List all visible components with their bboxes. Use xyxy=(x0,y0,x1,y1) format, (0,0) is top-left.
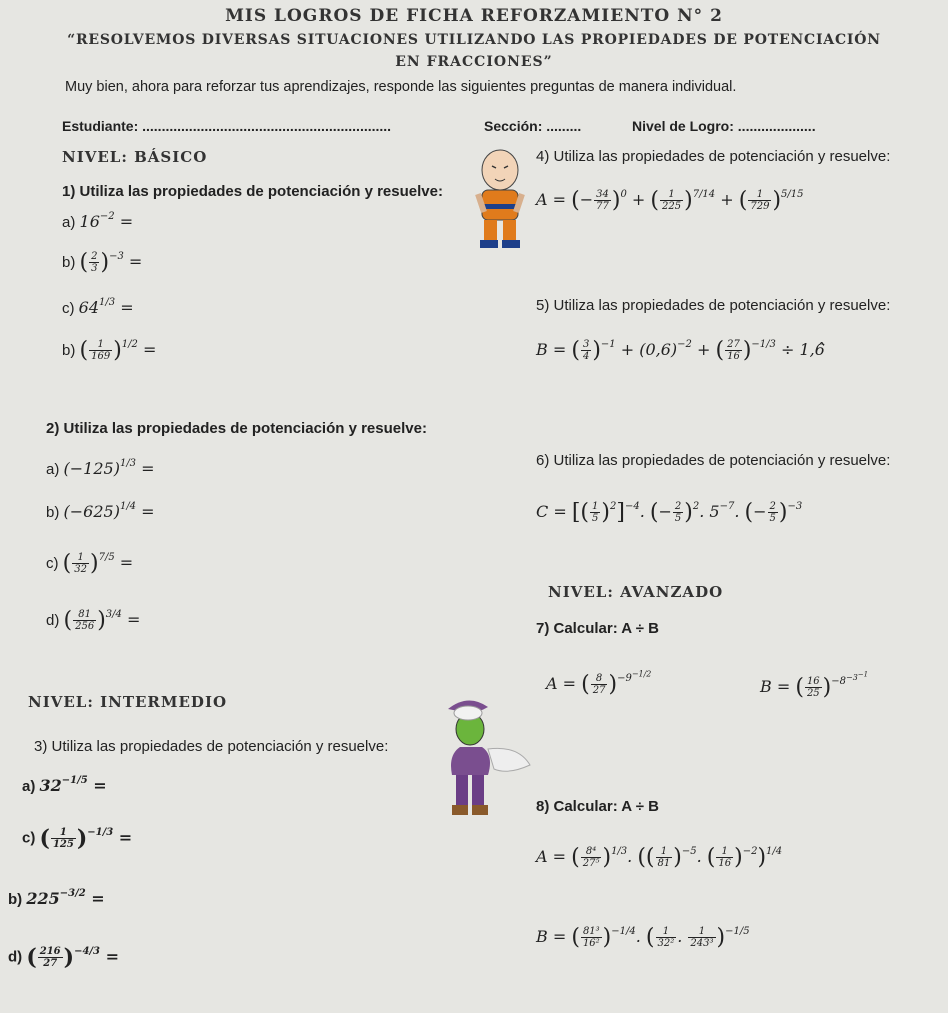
q1-item-c: c) $64^{1/3}$ = xyxy=(62,297,134,317)
q7a-expression: A = ( $\frac{8}{27}$ )$^{-9^{-1/2}}$ xyxy=(546,670,652,698)
q2-item-c: c) ( $\frac{1}{32}$ )$^{7/5}$ = xyxy=(46,551,134,576)
q2-item-b: b) $(-625)^{1/4}$ = xyxy=(46,501,155,521)
question-1: 1) Utiliza las propiedades de potenciación y resuelve: xyxy=(62,183,443,200)
q1-item-d: b) ( $\frac{1}{169}$ )$^{1/2}$ = xyxy=(62,338,157,363)
q6-expression: C = [( $\frac{1}{5}$ )$^2$]$^{-4}$. (− $\frac{2}{5}$ )$^2$. $5^{-7}$. (− $\frac{2}{5}$ )$^{-3}$ xyxy=(536,500,803,525)
q3-item-c: c) ( $\frac{1}{125}$ )$^{-1/3}$ = xyxy=(22,825,133,851)
question-6: 6) Utiliza las propiedades de potenciación y resuelve: xyxy=(536,452,891,469)
level-intermediate-heading: NIVEL: INTERMEDIO xyxy=(28,693,228,711)
q1b-expression: ( $\frac{2}{3}$ )$^{-3}$ = xyxy=(79,250,143,275)
q3c-expression: ( $\frac{1}{125}$ )$^{-1/3}$ = xyxy=(39,825,133,851)
q3-item-b: b) $225^{-3/2}$ = xyxy=(8,888,105,908)
q7b-expression: B = ( $\frac{16}{25}$ )$^{-8^{-3^{-1}}}$ xyxy=(760,670,869,700)
q2a-expression: $(-125)^{1/3}$ = xyxy=(63,458,155,478)
question-5: 5) Utiliza las propiedades de potenciación y resuelve: xyxy=(536,297,891,314)
question-3: 3) Utiliza las propiedades de potenciación y resuelve: xyxy=(34,738,389,755)
q2-item-d: d) ( $\frac{81}{256}$ )$^{3/4}$ = xyxy=(46,608,141,633)
q2d-expression: ( $\frac{81}{256}$ )$^{3/4}$ = xyxy=(63,608,141,633)
section-fill-line: ......... xyxy=(546,118,582,134)
question-4: 4) Utiliza las propiedades de potenciación y resuelve: xyxy=(536,148,891,165)
page-subtitle-line-2: EN FRACCIONES” xyxy=(395,54,553,70)
page-title: MIS LOGROS DE FICHA REFORZAMIENTO N° 2 xyxy=(225,6,723,26)
level-label: Nivel de Logro: xyxy=(632,118,734,134)
student-label: Estudiante: xyxy=(62,118,139,134)
q1-item-a: a) $16^{-2}$ = xyxy=(62,211,134,231)
question-2: 2) Utiliza las propiedades de potenciación y resuelve: xyxy=(46,420,427,437)
q3-item-a: a) $32^{-1/5}$ = xyxy=(22,775,107,795)
q2-item-a: a) $(-125)^{1/3}$ = xyxy=(46,458,155,478)
question-7: 7) Calcular: A ÷ B xyxy=(536,620,659,637)
level-fill-line: .................... xyxy=(737,118,816,134)
q5-expression: B = ( $\frac{3}{4}$ )$^{-1} + (0,6)^{-2}$ + ( $\frac{27}{16}$ )$^{-1/3}$ ÷ 1,6̂ xyxy=(536,338,825,363)
q1d-expression: ( $\frac{1}{169}$ )$^{1/2}$ = xyxy=(79,338,157,363)
q1-item-b: b) ( $\frac{2}{3}$ )$^{-3}$ = xyxy=(62,250,143,275)
intro-text: Muy bien, ahora para reforzar tus aprendizajes, responde las siguientes preguntas de manera individual. xyxy=(65,79,737,95)
krillin-illustration xyxy=(470,146,530,252)
q8b-expression: B = ( $\frac{\text{81³}}{\text{16²}}$ )$^{-1/4}$. ( $\frac{1}{\text{32²}}$ . $\frac{1}{\text{243³}}$ )$^{-1/5}$ xyxy=(536,925,750,950)
page-subtitle-line-1: “RESOLVEMOS DIVERSAS SITUACIONES UTILIZANDO LAS PROPIEDADES DE POTENCIACIÓN xyxy=(67,32,881,48)
section-label: Sección: xyxy=(484,118,543,134)
q3-item-d: d) ( $\frac{216}{27}$ )$^{-4/3}$ = xyxy=(8,944,119,970)
q2c-expression: ( $\frac{1}{32}$ )$^{7/5}$ = xyxy=(62,551,134,576)
q1a-expression: $16^{-2}$ = xyxy=(79,211,134,231)
q1c-expression: $64^{1/3}$ = xyxy=(78,297,134,317)
level-advanced-heading: NIVEL: AVANZADO xyxy=(548,583,724,601)
q4-expression: A = (− $\frac{34}{77}$ )$^0$ + ( $\frac{1}{225}$ )$^{7/14}$ + ( $\frac{1}{729}$ )$^{5/15}$ xyxy=(536,188,804,213)
q2b-expression: $(-625)^{1/4}$ = xyxy=(63,501,155,521)
q3b-expression: $225^{-3/2}$ = xyxy=(26,888,105,908)
q3d-expression: ( $\frac{216}{27}$ )$^{-4/3}$ = xyxy=(26,944,119,970)
question-8: 8) Calcular: A ÷ B xyxy=(536,798,659,815)
q8a-expression: A = ( $\frac{\text{8⁴}}{\text{27⁵}}$ )$^{1/3}$. (( $\frac{1}{81}$ )$^{-5}$. ( $\frac{1}{16}$ )$^{-2}$)$^{1/4}$ xyxy=(536,845,783,870)
level-basic-heading: NIVEL: BÁSICO xyxy=(62,148,208,166)
piccolo-illustration xyxy=(438,695,534,825)
student-fill-line: ................................................................ xyxy=(142,118,392,134)
q3a-expression: $32^{-1/5}$ = xyxy=(39,775,107,795)
